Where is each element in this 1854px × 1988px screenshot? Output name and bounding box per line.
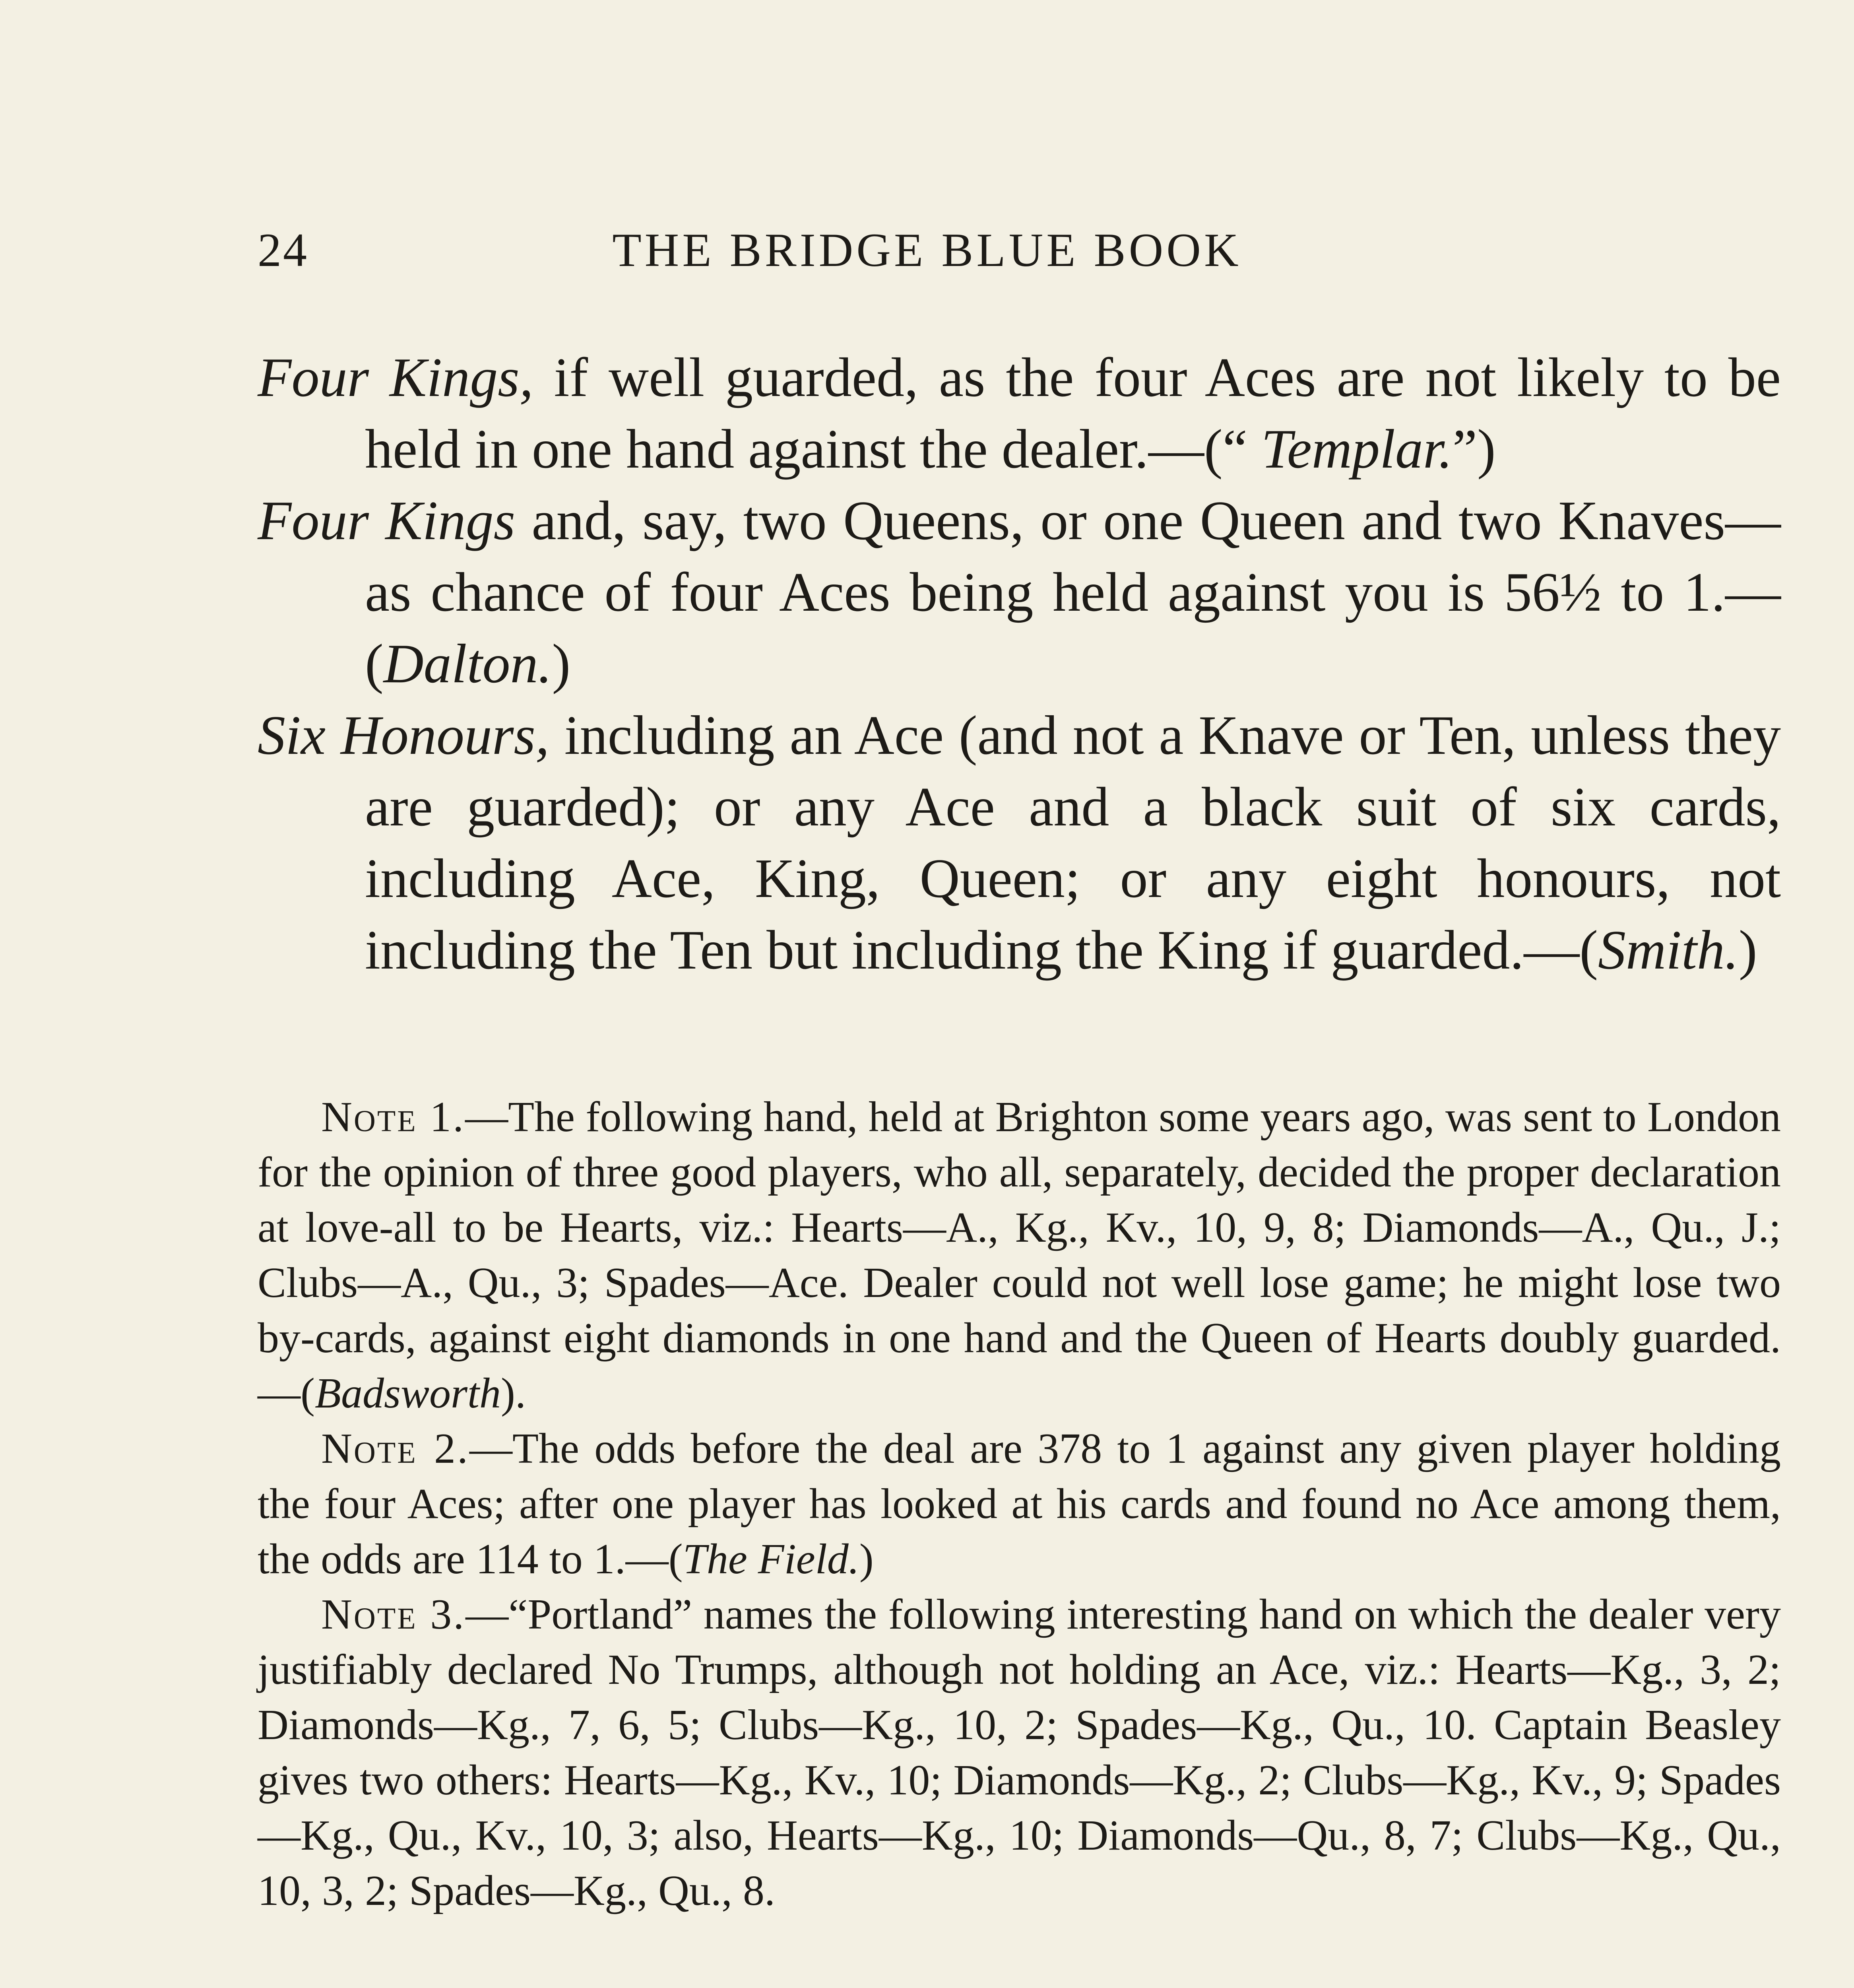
- entry-tail: ): [1738, 919, 1757, 981]
- honours-entries: [258, 342, 1781, 986]
- entry-six-honours: [258, 700, 1781, 986]
- entry-lead: Six Honours,: [258, 705, 549, 766]
- note-source: Badsworth: [314, 1370, 501, 1417]
- note-2: [258, 1421, 1781, 1587]
- note-label: Note 3.: [321, 1591, 466, 1638]
- note-tail: ): [859, 1536, 874, 1583]
- entry-lead: Four Kings,: [258, 347, 533, 408]
- entry-source: Smith.: [1598, 919, 1739, 981]
- entry-text: including an Ace (and not a Knave or Ten, unless they are guarded); or any Ace and a black suit of six cards, including Ace, King, Queen; or any eight honours, not including the Ten but including the King if guarded.—(: [365, 705, 1781, 981]
- running-header: [0, 223, 1854, 290]
- entry-text: and, say, two Queens, or one Queen and two Knaves—as chance of four Aces being held against you is 56½ to 1.—(: [365, 490, 1781, 695]
- notes-block: [258, 1089, 1781, 1918]
- note-1: [258, 1089, 1781, 1421]
- note-label: Note 2.: [321, 1425, 470, 1472]
- entry-four-kings-guarded: [258, 342, 1781, 485]
- page-number: 24: [258, 223, 308, 276]
- entry-text: if well guarded, as the four Aces are not likely to be held in one hand against the dealer.—(“: [365, 347, 1781, 480]
- note-label: Note 1.: [321, 1093, 465, 1141]
- entry-source: Dalton.: [383, 633, 552, 695]
- note-source: The Field.: [683, 1536, 859, 1583]
- entry-four-kings-queens: [258, 485, 1781, 700]
- note-text: —The following hand, held at Brighton some years ago, was sent to London for the opinion of three good players, who all, separately, decided the proper declaration at love-all to be Hearts, viz.: Hearts—A., Kg., Kv., 10, 9, 8; Diamonds—A., Qu., J.; Clubs—A., Qu., 3; Spades—Ace. Dealer could not well lose game; he might lose two by-cards, against eight diamonds in one hand and the Queen of Hearts doubly guarded.—(: [258, 1093, 1781, 1417]
- note-text: —The odds before the deal are 378 to 1 against any given player holding the four Aces; after one player has looked at his cards and found no Ace among them, the odds are 114 to 1.—(: [258, 1425, 1781, 1583]
- entry-tail: ): [552, 633, 571, 695]
- note-text: —“Portland” names the following interesting hand on which the dealer very justifiably declared No Trumps, although not holding an Ace, viz.: Hearts—Kg., 3, 2; Diamonds—Kg., 7, 6, 5; Clubs—Kg., 10, 2; Spades—Kg., Qu., 10. Captain Beasley gives two others: Hearts—Kg., Kv., 10; Diamonds—Kg., 2; Clubs—Kg., Kv., 9; Spades—Kg., Qu., Kv., 10, 3; also, Hearts—Kg., 10; Diamonds—Qu., 8, 7; Clubs—Kg., Qu., 10, 3, 2; Spades—Kg., Qu., 8.: [258, 1591, 1781, 1914]
- note-3: [258, 1587, 1781, 1918]
- note-tail: ).: [501, 1370, 526, 1417]
- running-title: THE BRIDGE BLUE BOOK: [612, 223, 1242, 276]
- entry-tail: ”): [1452, 418, 1496, 480]
- entry-source: Templar.: [1261, 418, 1453, 480]
- entry-lead: Four Kings: [258, 490, 516, 551]
